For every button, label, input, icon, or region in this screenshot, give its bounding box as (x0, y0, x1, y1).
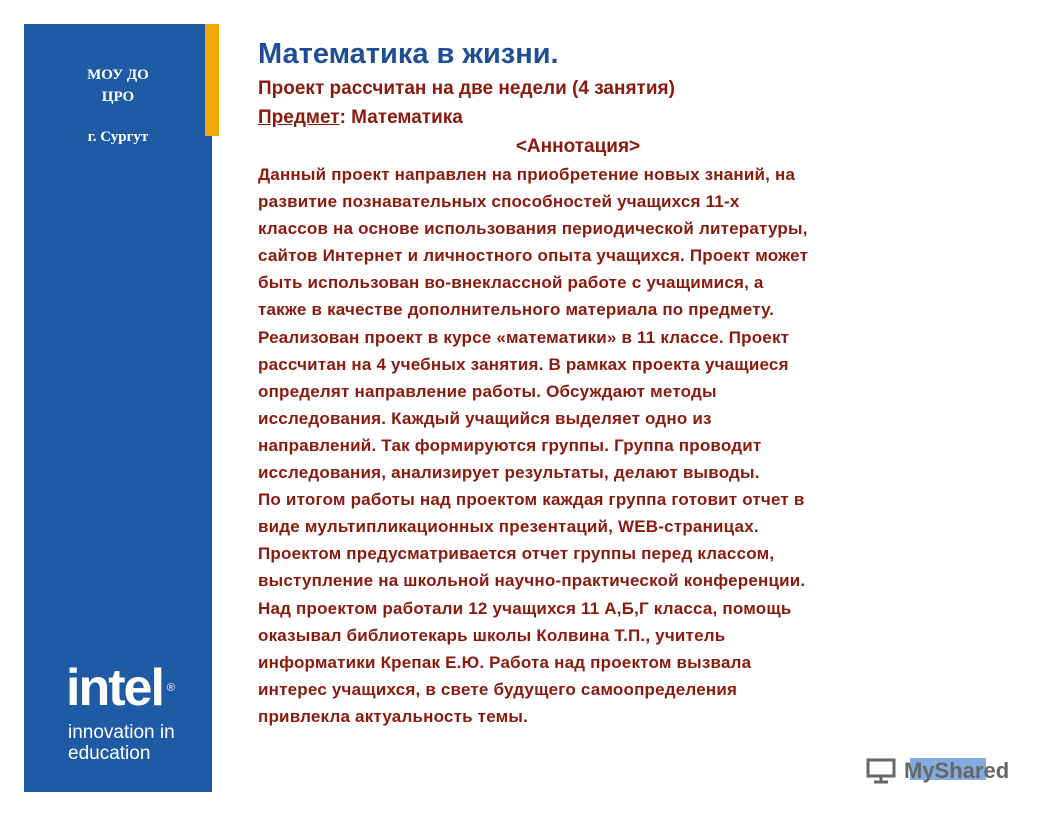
subject-label: Предмет (258, 107, 340, 128)
body-line: рассчитан на 4 учебных занятия. В рамках проекта учащиеся (258, 354, 789, 374)
annotation-heading: <Аннотация> (515, 136, 641, 157)
watermark-text: MyShared (904, 758, 1010, 783)
intel-logo-text: intel (66, 659, 163, 717)
tagline-line-2: education (68, 743, 151, 764)
body-line: выступление на школьной научно-практической конференции. (258, 571, 806, 591)
page-title: Математика в жизни. (258, 38, 559, 70)
body-line: оказывал библиотекарь школы Колвина Т.П., учитель (258, 625, 726, 645)
myshared-watermark[interactable] (864, 756, 1024, 786)
slide-content (258, 34, 1028, 730)
intel-tagline (68, 722, 208, 764)
subject-line (258, 103, 1028, 132)
body-line: быть использован во-внеклассной работе с учащимися, а (258, 273, 764, 293)
body-line: классов на основе использования периодической литературы, (258, 219, 808, 239)
body-line: По итогом работы над проектом каждая группа готовит отчет в (258, 490, 805, 510)
body-line: развитие познавательных способностей учащихся 11-х (258, 192, 740, 212)
body-line: Данный проект направлен на приобретение новых знаний, на (258, 165, 796, 184)
body-line: Реализован проект в курсе «математики» в 11 классе. Проект (258, 327, 790, 347)
org-line-1: МОУ ДО (87, 67, 149, 83)
body-line: сайтов Интернет и личностного опыта учащихся. Проект может (258, 246, 809, 266)
body-line: исследования, анализирует результаты, делают выводы. (258, 463, 760, 483)
body-line: направлений. Так формируются группы. Группа проводит (258, 435, 762, 455)
body-line: исследования. Каждый учащийся выделяет одно из (258, 408, 712, 428)
body-line: определят направление работы. Обсуждают методы (258, 381, 717, 401)
project-duration: Проект рассчитан на две недели (4 занятия) (258, 78, 675, 99)
body-line: привлекла актуальность темы. (258, 706, 529, 726)
body-line: интерес учащихся, в свете будущего самоопределения (258, 679, 738, 699)
org-line-2: ЦРО (101, 89, 135, 105)
body-line: также в качестве дополнительного материала по предмету. (258, 300, 775, 320)
body-line: виде мультипликационных презентаций, WEB-страницах. (258, 517, 759, 537)
subject-value: : Математика (339, 107, 463, 128)
body-line: Над проектом работали 12 учащихся 11 А,Б,Г класса, помощь (258, 598, 792, 618)
city-label: г. Сургут (87, 129, 149, 145)
intel-logo (66, 660, 173, 716)
annotation-body (258, 161, 1028, 730)
body-line: Проектом предусматривается отчет группы перед классом, (258, 544, 775, 564)
organization-label (24, 64, 212, 148)
body-line: информатики Крепак Е.Ю. Работа над проектом вызвала (258, 652, 752, 672)
registered-mark: ® (166, 682, 174, 694)
tagline-line-1: innovation in (68, 722, 175, 743)
presentation-icon (866, 758, 898, 789)
